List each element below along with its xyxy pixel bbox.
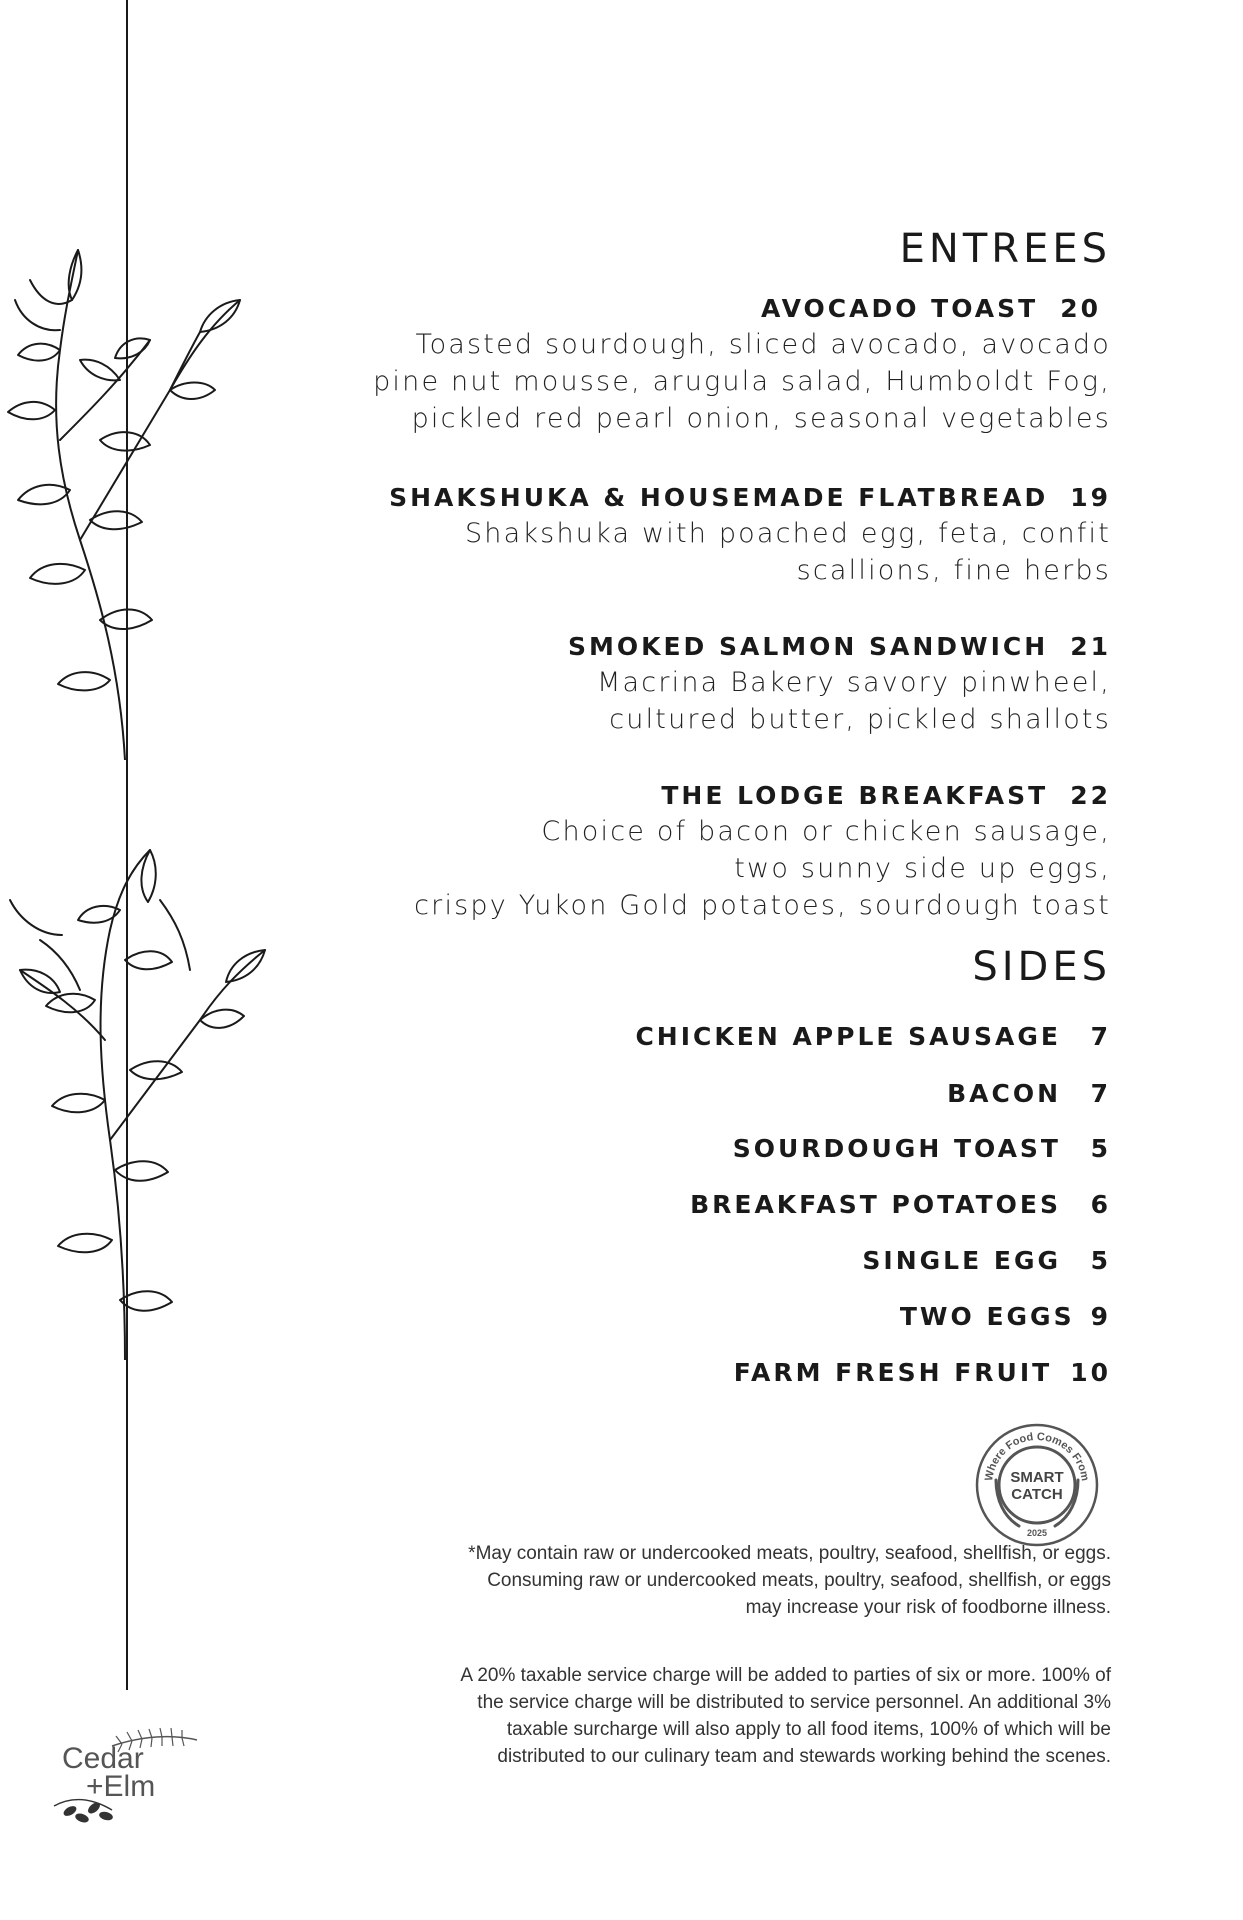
logo-text-line1: Cedar bbox=[62, 1742, 144, 1775]
side-item-single-egg: SINGLE EGG 5 bbox=[862, 1246, 1111, 1275]
raw-food-advisory: *May contain raw or undercooked meats, poultry, seafood, shellfish, or eggs. Consuming raw or undercooked meats, poultry, seafood, shellfish, or eggs may increase your risk of foodborne illness. bbox=[468, 1543, 1111, 1618]
botanical-leaf-illustration-top bbox=[0, 240, 280, 760]
item-name: SHAKSHUKA & HOUSEMADE FLATBREAD bbox=[389, 483, 1049, 512]
side-item-bacon: BACON 7 bbox=[947, 1079, 1111, 1108]
item-price: 22 bbox=[1070, 781, 1111, 810]
sides-section-title: SIDES bbox=[972, 944, 1111, 990]
item-price: 21 bbox=[1070, 632, 1111, 661]
side-item-breakfast-potatoes: BREAKFAST POTATOES 6 bbox=[690, 1190, 1111, 1219]
menu-item-lodge-breakfast bbox=[251, 779, 1111, 924]
side-item-chicken-apple-sausage: CHICKEN APPLE SAUSAGE 7 bbox=[635, 1022, 1111, 1051]
item-price: 20 bbox=[1060, 294, 1101, 323]
item-description: Choice of bacon or chicken sausage, two sunny side up eggs, crispy Yukon Gold potatoes, sourdough toast bbox=[414, 816, 1111, 921]
item-price: 19 bbox=[1070, 483, 1111, 512]
menu-item-smoked-salmon-sandwich bbox=[251, 630, 1111, 738]
entrees-section-title: ENTREES bbox=[899, 226, 1111, 272]
side-item-sourdough-toast: SOURDOUGH TOAST 5 bbox=[732, 1134, 1111, 1163]
menu-item-avocado-toast bbox=[251, 292, 1111, 437]
item-name: SMOKED SALMON SANDWICH bbox=[567, 632, 1049, 661]
item-description: Toasted sourdough, sliced avocado, avocado pine nut mousse, arugula salad, Humboldt Fog, pickled red pearl onion, seasonal vegetables bbox=[373, 329, 1111, 434]
item-name: THE LODGE BREAKFAST bbox=[661, 781, 1049, 810]
logo-text-line2: +Elm bbox=[86, 1770, 156, 1803]
botanical-leaf-illustration-bottom bbox=[0, 840, 280, 1360]
smart-catch-badge bbox=[974, 1422, 1100, 1548]
side-item-farm-fresh-fruit: FARM FRESH FRUIT 10 bbox=[733, 1358, 1111, 1387]
service-charge-note: A 20% taxable service charge will be added to parties of six or more. 100% of the service charge will be distributed to service personnel. An additional 3% taxable surcharge will also apply to all food items, 100% of which will be distributed to our culinary team and stewards working behind the scenes. bbox=[460, 1665, 1111, 1767]
item-name: AVOCADO TOAST bbox=[760, 294, 1039, 323]
item-description: Macrina Bakery savory pinwheel, cultured butter, pickled shallots bbox=[597, 667, 1111, 735]
badge-line1: SMART bbox=[1010, 1469, 1064, 1486]
badge-year: 2025 bbox=[1026, 1528, 1048, 1538]
cedar-elm-logo bbox=[52, 1716, 212, 1826]
badge-ring-text: Where Food Comes From bbox=[983, 1430, 1091, 1482]
side-item-two-eggs: TWO EGGS 9 bbox=[899, 1302, 1111, 1331]
item-description: Shakshuka with poached egg, feta, confit scallions, fine herbs bbox=[464, 518, 1111, 586]
badge-line2: CATCH bbox=[1011, 1486, 1063, 1503]
menu-item-shakshuka bbox=[251, 481, 1111, 589]
